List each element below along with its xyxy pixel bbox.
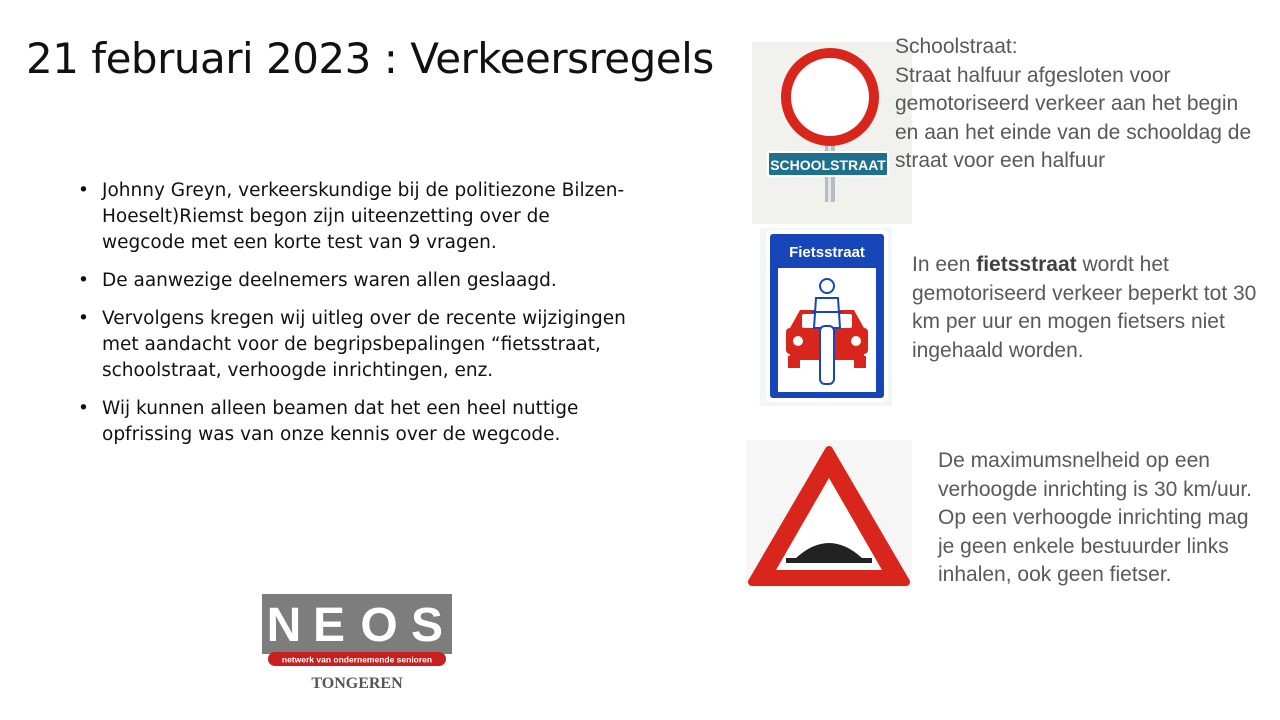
fietsstraat-sign-icon — [760, 228, 892, 406]
fietsstraat-text-bold: fietsstraat — [976, 253, 1077, 276]
bullet-item-1: • Johnny Greyn, verkeerskundige bij de politiezone Bilzen-Hoeselt)Riemst begon zijn uiteenzetting over de wegcode met een korte test van 9 vragen. — [78, 178, 638, 256]
logo-tagline: netwerk van ondernemende senioren — [281, 654, 433, 665]
schoolstraat-sign-icon — [752, 42, 912, 224]
bullet-item-4: • Wij kunnen alleen beamen dat het een heel nuttige opfrissing was van onze kennis over de wegcode. — [78, 396, 638, 448]
fietsstraat-sign-label: Fietsstraat — [789, 244, 865, 261]
logo-city: TONGEREN — [311, 675, 403, 692]
fietsstraat-text-after: wordt het gemotoriseerd verkeer beperkt tot 30 km per uur en mogen fietsers niet ingehaald worden. — [912, 253, 1257, 362]
verhoogde-inrichting-description: De maximumsnelheid op een verhoogde inrichting is 30 km/uur. Op een verhoogde inrichting mag je geen enkele bestuurder links inhalen, ook geen fietser. — [938, 449, 1253, 586]
schoolstraat-description — [895, 33, 1265, 176]
bullet-item-2: • De aanwezige deelnemers waren allen geslaagd. — [78, 268, 638, 294]
logo-letter-s: S — [410, 599, 444, 652]
logo-letter-n: N — [266, 599, 302, 652]
schoolstraat-text: Straat halfuur afgesloten voor gemotoriseerd verkeer aan het begin en aan het einde van de schooldag de straat voor een halfuur — [895, 63, 1252, 172]
schoolstraat-sign-label: SCHOOLSTRAAT — [770, 157, 886, 173]
schoolstraat-heading: Schoolstraat: — [895, 35, 1018, 58]
fietsstraat-text-before: In een — [912, 253, 977, 276]
speed-bump-warning-icon — [746, 440, 912, 588]
bullet-item-3: • Vervolgens kregen wij uitleg over de recente wijzigingen met aandacht voor de begripsbepalingen “fietsstraat, schoolstraat, verhoogde inrichtingen, enz. — [78, 306, 638, 384]
slide-title: 21 februari 2023 : Verkeersregels — [26, 34, 714, 83]
bullet-list — [78, 178, 638, 460]
neos-logo — [262, 594, 452, 694]
fietsstraat-description — [912, 251, 1262, 365]
logo-letter-e: E — [312, 599, 346, 652]
logo-letter-o: O — [360, 599, 398, 652]
